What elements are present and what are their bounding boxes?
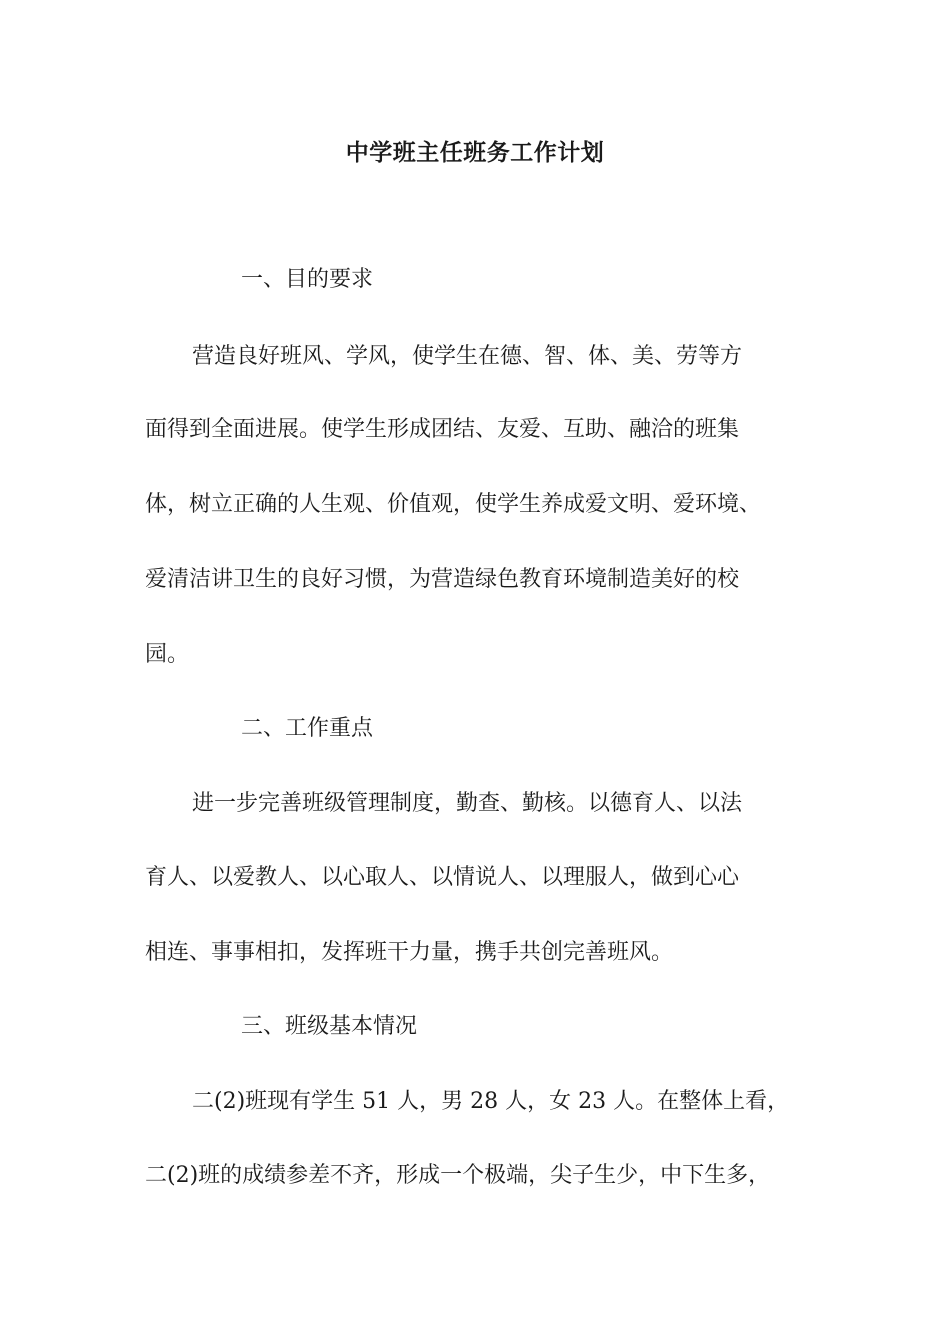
section-heading-class-info: 三、班级基本情况 — [241, 1014, 418, 1039]
paragraph-line: 面得到全面进展。使学生形成团结、友爱、互助、融洽的班集 — [145, 417, 740, 442]
section-heading-purpose: 一、目的要求 — [241, 267, 374, 292]
paragraph-line: 育人、以爱教人、以心取人、以情说人、以理服人，做到心心 — [145, 865, 740, 890]
paragraph-line: 体，树立正确的人生观、价值观，使学生养成爱文明、爱环境、 — [145, 492, 762, 517]
paragraph-line: 进一步完善班级管理制度，勤查、勤核。以德育人、以法 — [192, 791, 743, 816]
paragraph-line: 营造良好班风、学风，使学生在德、智、体、美、劳等方 — [192, 344, 743, 369]
section-heading-focus: 二、工作重点 — [241, 716, 374, 741]
paragraph-line: 相连、事事相扣，发挥班干力量，携手共创完善班风。 — [145, 940, 674, 965]
paragraph-line: 爱清洁讲卫生的良好习惯，为营造绿色教育环境制造美好的校 — [145, 567, 740, 592]
paragraph-line: 二(2)班的成绩参差不齐，形成一个极端，尖子生少，中下生多， — [145, 1163, 771, 1188]
paragraph-line: 二(2)班现有学生 51 人，男 28 人，女 23 人。在整体上看， — [192, 1089, 790, 1114]
document-title: 中学班主任班务工作计划 — [345, 139, 605, 166]
paragraph-line: 园。 — [145, 642, 190, 667]
